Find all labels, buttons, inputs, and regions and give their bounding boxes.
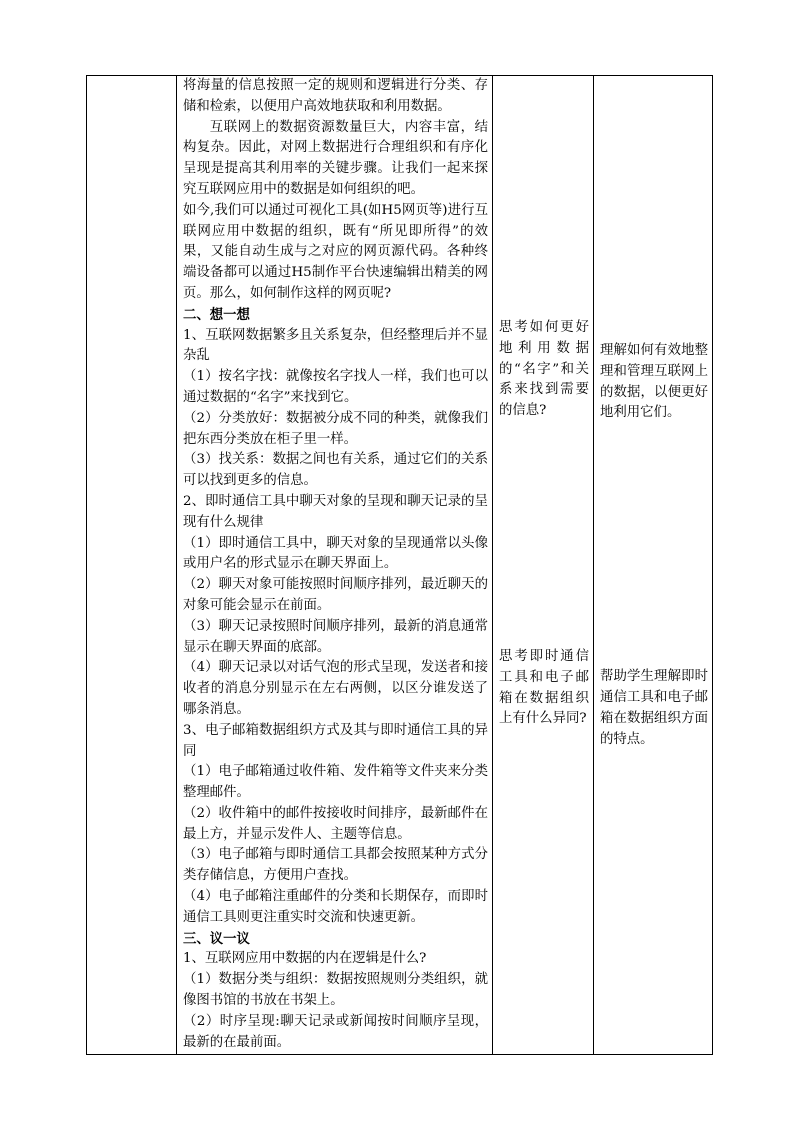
paragraph: （2）分类放好：数据被分成不同的种类，就像我们把东西分类放在柜子里一样。 bbox=[183, 410, 488, 447]
student-activity-cell bbox=[493, 76, 594, 1055]
lesson-plan-table bbox=[86, 75, 713, 1055]
paragraph: 1、互联网数据繁多且关系复杂，但经整理后并不显杂乱 bbox=[183, 327, 488, 364]
design-intent-text: 帮助学生理解即时通信工具和电子邮箱在数据组织方面的特点。 bbox=[600, 669, 708, 747]
paragraph: 如今,我们可以通过可视化工具(如H5网页等)进行互联网应用中数据的组织，既有“所见即所得”的效果，又能自动生成与之对应的网页源代码。各种终端设备都可以通过H5制作平台快速编辑出精美的网页。那么，如何制作这样的网页呢? bbox=[183, 202, 488, 301]
paragraph: （2）时序呈现:聊天记录或新闻按时间顺序呈现，最新的在最前面。 bbox=[183, 1013, 488, 1050]
design-intent-text: 理解如何有效地整理和管理互联网上的数据，以便更好地利用它们。 bbox=[600, 343, 708, 421]
student-activity-text: 思考如何更好地利用数据的“名字”和关系来找到需要的信息? bbox=[499, 320, 589, 419]
paragraph: （3）找关系：数据之间也有关系，通过它们的关系可以找到更多的信息。 bbox=[183, 452, 488, 489]
paragraph: （1）电子邮箱通过收件箱、发件箱等文件夹来分类整理邮件。 bbox=[183, 764, 488, 801]
paragraph: （3）电子邮箱与即时通信工具都会按照某种方式分类存储信息，方便用户查找。 bbox=[183, 847, 488, 884]
paragraph: （1）即时通信工具中，聊天对象的呈现通常以头像或用户名的形式显示在聊天界面上。 bbox=[183, 535, 488, 572]
paragraph: 互联网上的数据资源数量巨大，内容丰富，结构复杂。因此，对网上数据进行合理组织和有序化呈现是提高其利用率的关键步骤。让我们一起来探究互联网应用中的数据是如何组织的吧。 bbox=[183, 119, 488, 197]
table-row bbox=[87, 76, 713, 1055]
paragraph: 1、互联网应用中数据的内在逻辑是什么? bbox=[183, 951, 427, 967]
paragraph: （2）聊天对象可能按照时间顺序排列，最近聊天的对象可能会显示在前面。 bbox=[183, 577, 488, 613]
section-heading: 二、想一想 bbox=[183, 306, 250, 323]
content-cell bbox=[177, 76, 493, 1055]
paragraph: 将海量的信息按照一定的规则和逻辑进行分类、存储和检索，以便用户高效地获取和利用数据。 bbox=[183, 78, 488, 114]
paragraph: （4）电子邮箱注重邮件的分类和长期保存，而即时通信工具则更注重实时交流和快速更新。 bbox=[183, 889, 488, 925]
design-intent-cell bbox=[594, 76, 713, 1055]
paragraph: 3、电子邮箱数据组织方式及其与即时通信工具的异同 bbox=[183, 722, 488, 759]
student-activity-text: 思考即时通信工具和电子邮箱在数据组织上有什么异同? bbox=[499, 648, 589, 727]
paragraph: （3）聊天记录按照时间顺序排列，最新的消息通常显示在聊天界面的底部。 bbox=[183, 618, 488, 655]
paragraph: （2）收件箱中的邮件按接收时间排序，最新邮件在最上方，并显示发件人、主题等信息。 bbox=[183, 805, 488, 842]
lesson-content bbox=[177, 76, 492, 1053]
blank-cell bbox=[87, 76, 177, 1055]
section-heading: 三、议一议 bbox=[183, 930, 250, 947]
paragraph: （4）聊天记录以对话气泡的形式呈现，发送者和接收者的消息分别显示在左右两侧，以区分谁发送了哪条消息。 bbox=[183, 660, 488, 717]
paragraph: （1）按名字找：就像按名字找人一样，我们也可以通过数据的“名字”来找到它。 bbox=[183, 369, 488, 405]
paragraph: （1）数据分类与组织：数据按照规则分类组织，就像图书馆的书放在书架上。 bbox=[183, 972, 488, 1009]
paragraph: 2、即时通信工具中聊天对象的呈现和聊天记录的呈现有什么规律 bbox=[183, 493, 488, 530]
